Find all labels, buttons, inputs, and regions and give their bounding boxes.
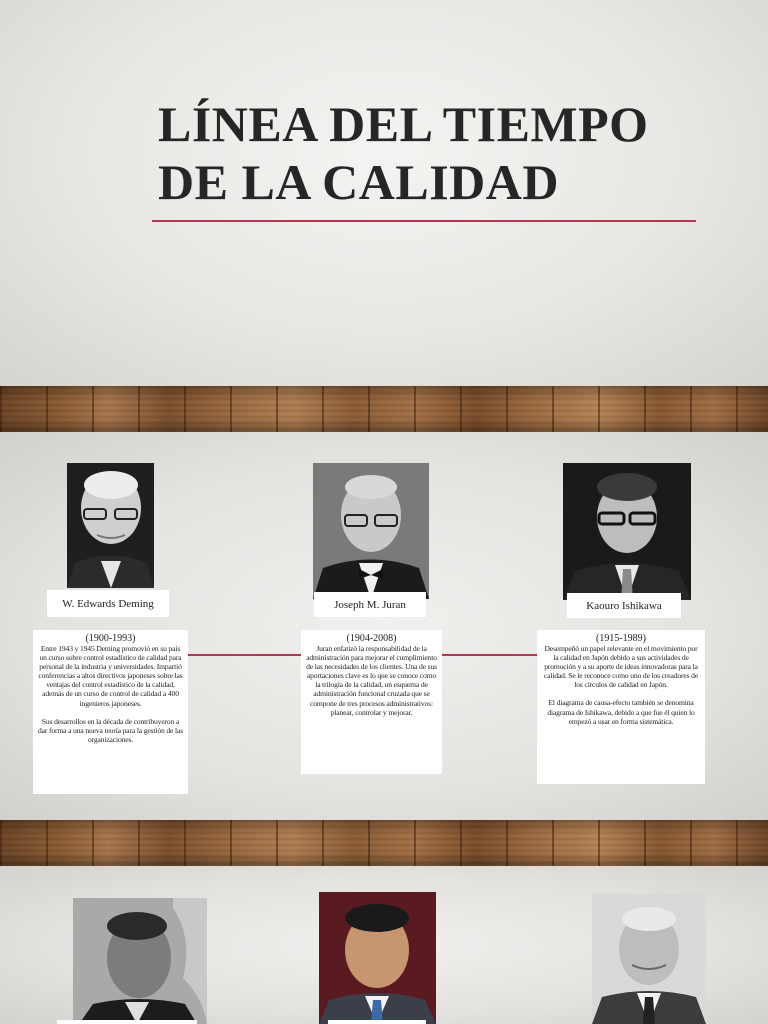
title-line-1: LÍNEA DEL TIEMPO [158,96,649,152]
ishikawa-bio: Desempeñó un papel relevante en el movimiento por la calidad en Japón debido a sus actividades de promoción y a su aporte de ideas innovadoras para la calidad. Se le reconoce como uno de los creadores de los círculos de calidad en Japón. [543,644,699,690]
juran-name-label: Joseph M. Juran [314,592,426,617]
juran-years: (1904-2008) [346,633,397,644]
juran-bio-box [301,630,442,774]
deming-years: (1900-1993) [85,633,136,644]
timeline-connector-1 [188,654,301,656]
ishikawa-years: (1915-1989) [596,633,646,644]
deming-portrait [67,463,154,588]
feigenbaum-portrait [73,898,207,1024]
title-line-2: DE LA CALIDAD [158,154,560,210]
name-label-partial [57,1020,197,1024]
crosby-portrait [592,893,706,1024]
deming-name-label: W. Edwards Deming [47,590,169,617]
taguchi-portrait [319,892,436,1024]
juran-portrait [313,463,429,599]
wood-divider [0,386,768,432]
timeline-connector-2 [442,654,537,656]
ishikawa-bio-box [537,630,705,784]
juran-bio: Juran enfatizó la responsabilidad de la administración para mejorar el cumplimiento de las necesidades de los clientes. Una de sus aportaciones clave es lo que se conoce como la trilogía de la calidad, un esquema de administración funcional cruzada que se compone de tres procesos administrativos: planear, controlar y mejorar. [306,644,437,717]
slide-title [158,95,718,211]
name-label-partial [328,1020,426,1024]
wood-divider [0,820,768,866]
title-underline [152,220,696,222]
ishikawa-bio-2: El diagrama de causa-efecto también se denomina diagrama de Ishikawa, debido a que fue él quien lo empezó a usar en forma sistemática. [547,698,695,726]
ishikawa-name-label: Kaouro Ishikawa [567,593,681,618]
timeline-slide [0,432,768,820]
deming-bio-box [33,630,188,794]
title-slide [0,0,768,386]
deming-bio: Entre 1943 y 1945 Deming promovió en su país un curso sobre control estadístico de calidad para personal de la industria y universidades. Impartió conferencias a altos directivos japoneses sobre las ventajas del control estadístico de la calidad, además de un curso de control de calidad a 400 ingenieros japoneses. [38,644,183,708]
ishikawa-portrait [563,463,691,600]
timeline-slide-2 [0,866,768,1024]
deming-bio-2: Sus desarrollos en la década de contribuyeron a dar forma a una nueva teoría para la gestión de las organizaciones. [38,716,184,744]
